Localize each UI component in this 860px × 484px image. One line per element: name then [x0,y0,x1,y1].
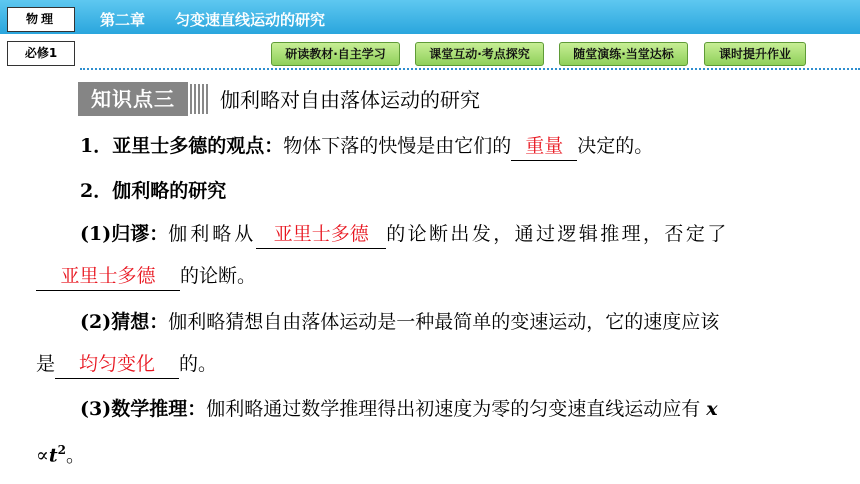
aristotle-text: 物体下落的快慢是由它们的 [283,135,512,157]
answer-blank-4 [55,350,179,379]
nav-study-materials[interactable]: 研读教材·自主学习 [271,42,400,66]
hypothesis-cont-start: 是 [36,353,56,375]
exponent: 2 [57,443,66,457]
chapter-heading [100,9,325,30]
nav-homework[interactable]: 课时提升作业 [704,42,806,66]
nav-class-interaction[interactable]: 课堂互动·考点探究 [415,42,544,66]
hypothesis-cont-end: 的。 [179,353,218,375]
aristotle-heading: 1．亚里士多德的观点： [80,135,284,157]
knowledge-point-title: 伽利略对自由落体运动的研究 [220,88,480,112]
line-math-cont [36,436,85,469]
line-aristotle-view [80,132,653,161]
math-text: 伽利略通过数学推理得出初速度为零的匀变速直线运动应有 [206,398,701,420]
chapter-title: 匀变速直线运动的研究 [175,11,326,29]
reductio-text: 伽利略从 [168,223,257,245]
galileo-research-heading: 2．伽利略的研究 [80,180,227,202]
hypothesis-text: 伽利略猜想自由落体运动是一种最简单的变速运动，它的速度应该 [168,311,720,333]
subject-label: 物理 [7,7,75,32]
answer-aristotle-2: 亚里士多德 [60,265,156,287]
badge-stripes [190,84,208,114]
knowledge-point-badge: 知识点三 [78,82,188,116]
answer-blank-2 [256,220,386,249]
answer-blank-3 [36,262,180,291]
variable-t: t [48,444,58,467]
line-hypothesis [80,308,719,336]
chapter-number: 第二章 [100,11,146,29]
answer-uniform-change: 均匀变化 [79,353,156,375]
reductio-conclusion: 的论断。 [180,265,257,287]
math-heading: (3)数学推理： [80,398,207,420]
reductio-text-end: 的论断出发，通过逻辑推理，否定了 [386,223,729,245]
header-divider [80,68,860,70]
aristotle-text-end: 决定的。 [577,135,654,157]
line-math-reasoning [80,395,718,423]
proportional-symbol: ∝ [36,444,49,467]
nav-practice[interactable]: 随堂演练·当堂达标 [559,42,688,66]
math-end: 。 [66,444,86,467]
book-label: 必修1 [7,41,75,66]
answer-aristotle-1: 亚里士多德 [273,223,369,245]
variable-x: x [706,398,718,420]
hypothesis-heading: (2)猜想： [80,311,169,333]
answer-blank-1 [511,132,577,161]
line-hypothesis-cont [36,350,217,379]
reductio-heading: (1)归谬： [80,223,169,245]
line-reductio [80,220,729,249]
line-reductio-cont [36,262,256,291]
answer-weight: 重量 [525,135,564,157]
